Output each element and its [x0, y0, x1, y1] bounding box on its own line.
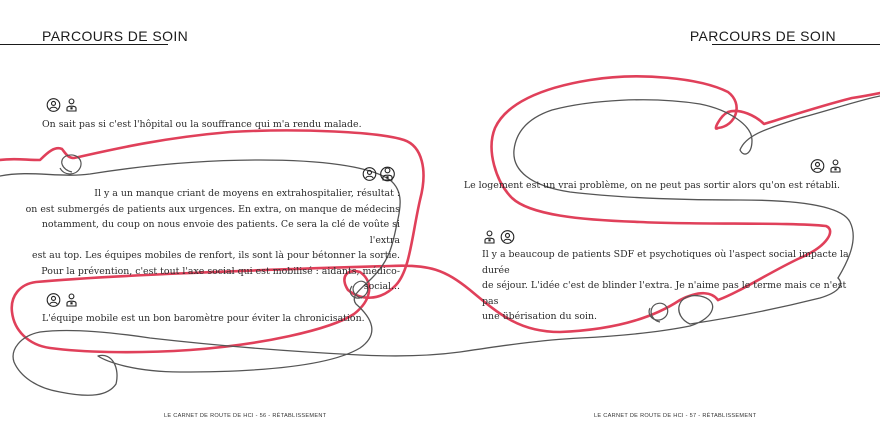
page-footer: LE CARNET DE ROUTE DE HCI - 56 - RÉTABLISSEMENT	[164, 413, 327, 419]
person-in-circle-icon	[46, 97, 61, 113]
speaker-icons	[810, 158, 843, 174]
quote-5	[482, 247, 862, 325]
person-with-badge-icon	[482, 229, 497, 245]
person-with-badge-icon	[828, 158, 843, 174]
page-title: PARCOURS DE SOIN	[689, 28, 836, 44]
quote-line: notamment, du coup on nous envoie des patients. Ce sera la clé de voûte si l'extra	[41, 219, 400, 246]
quote-line: Le logement est un vrai problème, on ne peut pas sortir alors qu'on est rétabli.	[463, 180, 840, 191]
speaker-icons	[46, 292, 79, 308]
quote-line: de séjour. L'idée c'est de blinder l'extra. Je n'aime pas le terme mais ce n'est pas	[482, 280, 847, 307]
person-in-circle-icon	[46, 292, 61, 308]
quote-1	[42, 117, 422, 133]
header-rule	[0, 44, 168, 45]
person-in-circle-icon	[500, 229, 515, 245]
quote-line: on est submergés de patients aux urgences. En extra, on manque de médecins	[25, 203, 400, 215]
person-in-circle-icon	[810, 158, 825, 174]
quote-line: On sait pas si c'est l'hôpital ou la souffrance qui m'a rendu malade.	[42, 119, 362, 130]
quote-2	[20, 186, 400, 295]
speaker-icons	[482, 229, 515, 245]
page-title: PARCOURS DE SOIN	[42, 28, 189, 44]
person-in-circle-icon	[362, 166, 377, 182]
quote-4	[440, 178, 840, 194]
header-rule	[712, 44, 880, 45]
quote-3	[42, 311, 422, 327]
quote-line: L'équipe mobile est un bon baromètre pour éviter la chronicisation.	[42, 313, 365, 324]
speaker-icons	[46, 97, 79, 113]
quote-line: est au top. Les équipes mobiles de renfort, ils sont là pour bétonner la sortie.	[32, 250, 400, 261]
speaker-icons	[362, 166, 395, 182]
person-with-badge-icon	[64, 292, 79, 308]
quote-line: Pour la prévention, c'est tout l'axe social qui est mobilisé : aidants, médico-social...	[41, 265, 400, 292]
quote-line: Il y a un manque criant de moyens en extrahospitalier, résultat :	[94, 188, 400, 199]
page-footer: LE CARNET DE ROUTE DE HCI - 57 - RÉTABLISSEMENT	[594, 413, 757, 419]
person-with-badge-icon	[64, 97, 79, 113]
quote-line: une übérisation du soin.	[482, 311, 597, 322]
quote-line: Il y a beaucoup de patients SDF et psychotiques où l'aspect social impacte la durée	[482, 249, 849, 276]
right-page	[440, 0, 880, 440]
person-with-badge-icon	[380, 166, 395, 182]
